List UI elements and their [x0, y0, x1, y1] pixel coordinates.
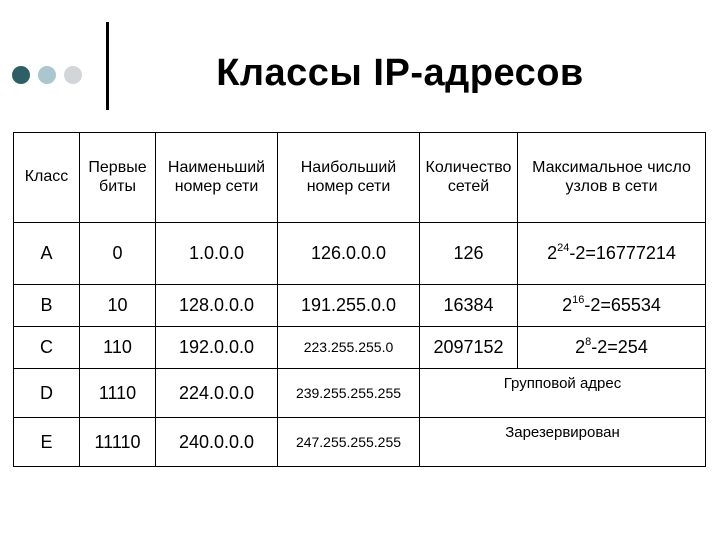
teal-dot [38, 66, 56, 84]
table-row [14, 223, 706, 285]
table-row [14, 327, 706, 369]
hosts-exp: 16 [572, 294, 585, 307]
cell-hosts [518, 327, 706, 369]
cell-min: 1.0.0.0 [156, 223, 278, 285]
table-row [14, 285, 706, 327]
decorative-dots [12, 66, 82, 84]
hosts-exp: 8 [585, 336, 592, 349]
hosts-base: 2 [575, 337, 586, 358]
cell-bits: 10 [80, 285, 156, 327]
cell-bits: 1110 [80, 369, 156, 418]
cell-max: 247.255.255.255 [278, 418, 420, 467]
header-min-net: Наименьший номер сети [156, 133, 278, 223]
hosts-exp: 24 [557, 242, 570, 255]
cell-bits: 0 [80, 223, 156, 285]
cell-count: 2097152 [420, 327, 518, 369]
cell-class: E [14, 418, 80, 467]
header-class: Класс [14, 133, 80, 223]
hosts-base: 2 [562, 295, 573, 316]
cell-merged: Зарезервирован [420, 418, 706, 467]
vertical-divider [106, 22, 109, 110]
cell-class: B [14, 285, 80, 327]
table-row [14, 418, 706, 467]
dark-dot [12, 66, 30, 84]
cell-max: 126.0.0.0 [278, 223, 420, 285]
hosts-rest: -2=65534 [584, 295, 661, 316]
cell-min: 224.0.0.0 [156, 369, 278, 418]
cell-count: 126 [420, 223, 518, 285]
cell-hosts [518, 223, 706, 285]
header-max-net: Наибольший номер сети [278, 133, 420, 223]
table-header-row [14, 133, 706, 223]
cell-bits: 11110 [80, 418, 156, 467]
hosts-rest: -2=16777214 [569, 243, 676, 264]
cell-hosts [518, 285, 706, 327]
cell-min: 192.0.0.0 [156, 327, 278, 369]
hosts-rest: -2=254 [591, 337, 648, 358]
cell-max: 223.255.255.0 [278, 327, 420, 369]
cell-class: C [14, 327, 80, 369]
cell-class: D [14, 369, 80, 418]
cell-bits: 110 [80, 327, 156, 369]
cell-class: A [14, 223, 80, 285]
header-max-hosts: Максимальное число узлов в сети [518, 133, 706, 223]
page-title: Классы IP-адресов [216, 52, 584, 94]
cell-merged: Групповой адрес [420, 369, 706, 418]
cell-min: 240.0.0.0 [156, 418, 278, 467]
header-first-bits: Первые биты [80, 133, 156, 223]
gray-dot [64, 66, 82, 84]
hosts-base: 2 [547, 243, 558, 264]
cell-max: 239.255.255.255 [278, 369, 420, 418]
table-row [14, 369, 706, 418]
ip-classes-table [13, 132, 706, 467]
header-net-count: Количество сетей [420, 133, 518, 223]
cell-count: 16384 [420, 285, 518, 327]
cell-max: 191.255.0.0 [278, 285, 420, 327]
cell-min: 128.0.0.0 [156, 285, 278, 327]
